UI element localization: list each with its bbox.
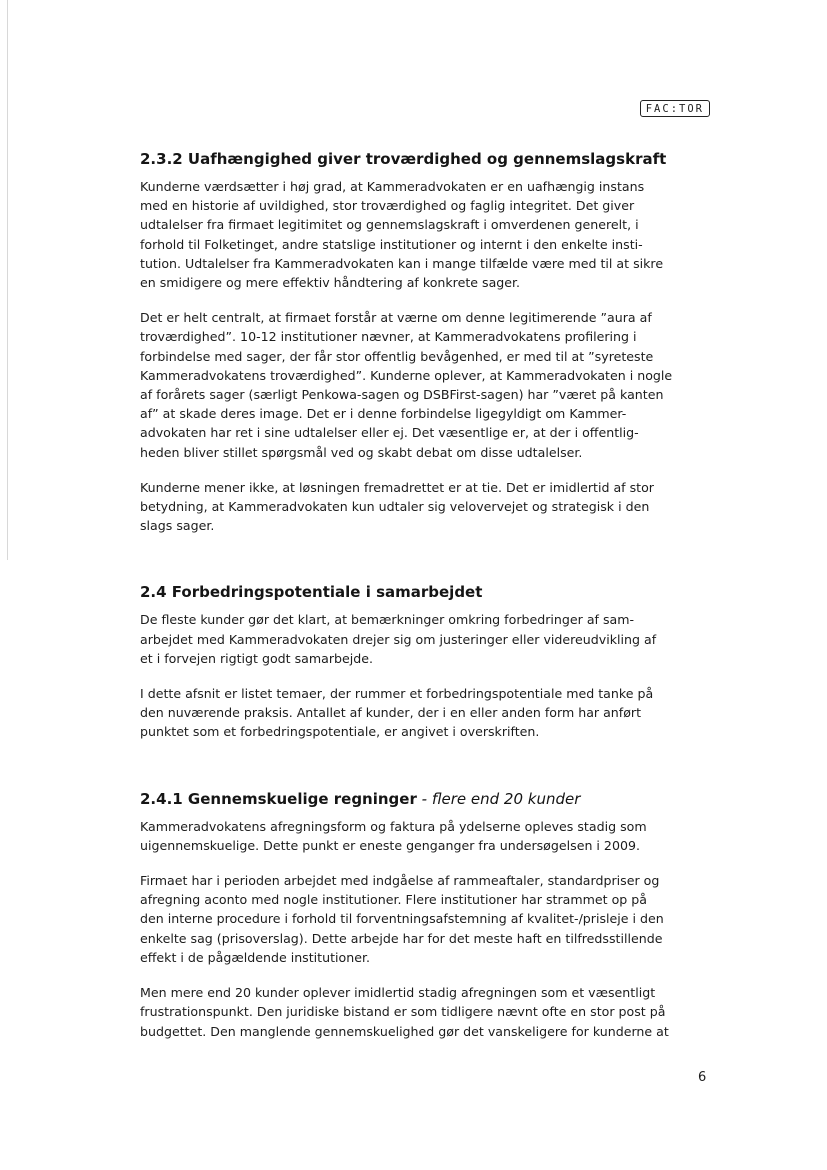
paragraph: I dette afsnit er listet temaer, der rummer et forbedringspotentiale med tanke på den nuværende praksis. Antallet af kunder, der i en eller anden form har anført punktet som et forbedringspotentiale, er angivet i overskriften. (140, 686, 654, 740)
section-heading (140, 788, 705, 810)
paragraph: Kammeradvokatens afregningsform og faktura på ydelserne opleves stadig som uigennemskuelige. Dette punkt er eneste genganger fra undersøgelsen i 2009. (140, 818, 647, 853)
paragraph: Det er helt centralt, at firmaet forstår at værne om denne legitimerende ”aura af troværdighed”. 10-12 institutioner nævner, at Kammeradvokatens profilering i forbindelse med sager, der får stor offentlig bevågenhed, er med til at ”syreteste Kammeradvokatens troværdighed”. Kunderne oplever, at Kammeradvokaten i nogle af forårets sager (særligt Penkowa-sagen og DSBFirst-sagen) har ”været på kanten af” at skade deres image. Det er i denne forbindelse ligegyldigt om Kammer- advokaten har ret i sine udtalelser eller ej. Det væsentlige er, at der i offentlig- heden bliver stillet spørgsmål ved og skabt debat om disse udtalelser. (140, 310, 673, 460)
factor-logo: FAC:TOR (640, 100, 710, 117)
heading-subtitle: - flere end 20 kunder (416, 789, 581, 808)
section-uafhaengighed (140, 148, 705, 535)
section-gennemskuelige-regninger (140, 788, 705, 1041)
paragraph: Men mere end 20 kunder oplever imidlertid stadig afregningen som et væsentligt frustrationspunkt. Den juridiske bistand er som tidligere nævnt ofte en stor post på budgettet. Den manglende gennemskuelighed gør det vanskeligere for kunderne at (140, 985, 669, 1039)
section-heading: 2.3.2 Uafhængighed giver troværdighed og gennemslagskraft (140, 150, 667, 168)
paragraph: Kunderne mener ikke, at løsningen fremadrettet er at tie. Det er imidlertid af stor betydning, at Kammeradvokaten kun udtaler sig velovervejet og strategisk i den slags sager. (140, 479, 654, 534)
paragraph: De fleste kunder gør det klart, at bemærkninger omkring forbedringer af sam- arbejdet med Kammeradvokaten drejer sig om justeringer eller videreudvikling af et i forvejen rigtigt godt samarbejde. (140, 612, 657, 666)
section-heading: 2.4 Forbedringspotentiale i samarbejdet (140, 583, 483, 602)
section-forbedringspotentiale (140, 581, 705, 741)
paragraph: Kunderne værdsætter i høj grad, at Kammeradvokaten er en uafhængig instans med en historie af uvildighed, stor troværdighed og faglig integritet. Det giver udtalelser fra firmaet legitimitet og gennemslagskraft i omverdenen generelt, i forhold til Folketinget, andre statslige institutioner og internt i den enkelte insti- tution. Udtalelser fra Kammeradvokaten kan i mange tilfælde være med til at sikre en smidigere og mere effektiv håndtering af konkrete sager. (140, 179, 664, 291)
scan-edge-line (7, 0, 8, 560)
page-content (140, 148, 705, 1057)
paragraph: Firmaet har i perioden arbejdet med indgåelse af rammeaftaler, standardpriser og afregning aconto med nogle institutioner. Flere institutioner har strammet op på den interne procedure i forhold til forventningsafstemning af kvalitet-/prisleje i den enkelte sag (prisoverslag). Dette arbejde har for det meste haft en tilfredsstillende effekt i de pågældende institutioner. (140, 873, 664, 965)
page-number: 6 (698, 1070, 707, 1085)
heading-main: 2.4.1 Gennemskuelige regninger (140, 789, 417, 808)
